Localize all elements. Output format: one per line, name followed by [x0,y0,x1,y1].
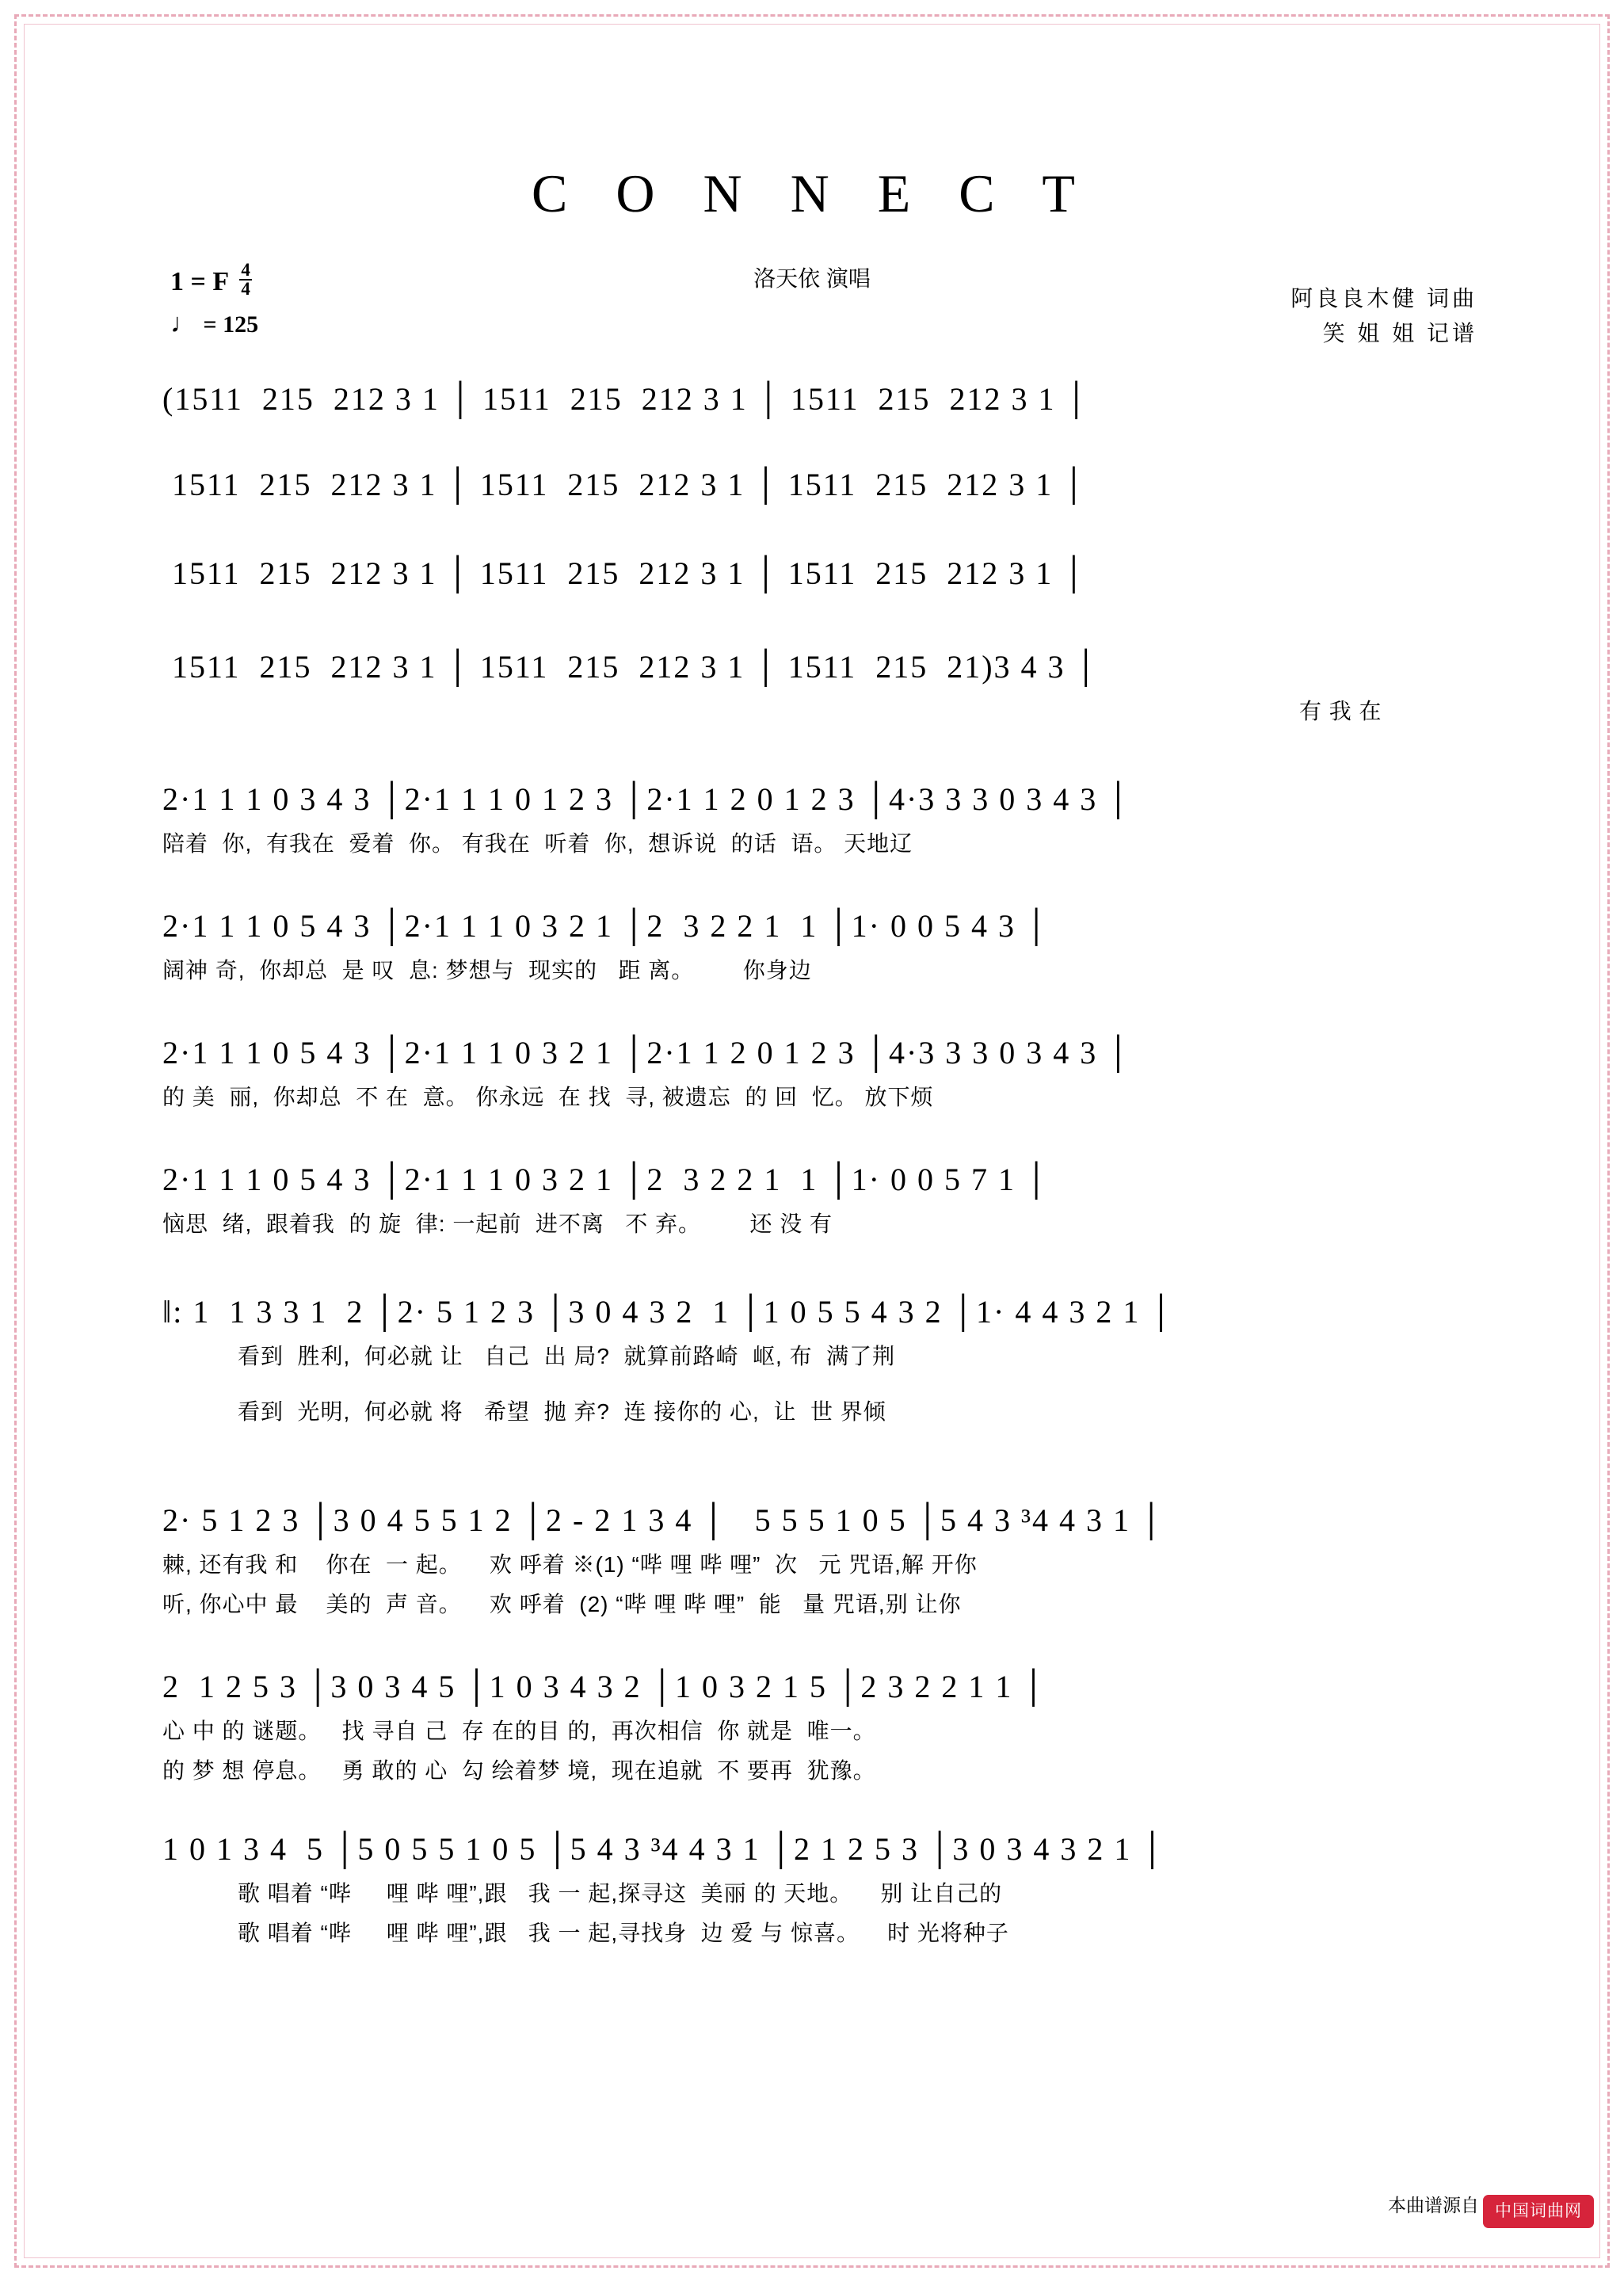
tempo-marking [170,309,258,339]
staff-notes: 1511 215 212 3 1 │ 1511 215 212 3 1 │ 1511 215 21)3 4 3 │ [162,649,1099,685]
lyric-line: 阔神 奇, 你却总 是 叹 息: 梦想与 现实的 距 离。 你身边 [162,958,812,983]
lyric-line: 有 我 在 [1299,699,1382,723]
key-signature [170,261,252,298]
staff-notes: ‖: 1 1 3 3 1 2 │2· 5 1 2 3 │3 0 4 3 2 1 │1 0 5 5 4 3 2 │1· 4 4 3 2 1 │ [162,1294,1174,1330]
lyric-line-verse2: 的 梦 想 停息。 勇 敢的 心 勾 绘着梦 境, 现在追就 不 要再 犹豫。 [162,1758,876,1783]
lyric-line-verse2: 听, 你心中 最 美的 声 音。 欢 呼着 (2) “哔 哩 哔 哩” 能 量 咒语,别 让你 [162,1592,962,1616]
page-title: C O N N E C T [532,163,1092,223]
lyric-line-verse1: 棘, 还有我 和 你在 一 起。 欢 呼着 ※(1) “哔 哩 哔 哩” 次 元 咒语,解 开你 [162,1552,978,1577]
lyric-line: 陪着 你, 有我在 爱着 你。 有我在 听着 你, 想诉说 的话 语。 天地辽 [162,831,913,856]
credits-block [1290,281,1477,351]
staff-notes: 2· 5 1 2 3 │3 0 4 5 5 1 2 │2 - 2 1 3 4 │ 5 5 5 1 0 5 │5 4 3 ³4 4 3 1 │ [162,1502,1165,1538]
credit-transcriber: 笑 姐 姐 记谱 [1322,321,1477,345]
lyric-line-verse1: 心 中 的 谜题。 找 寻自 己 存 在的目 的, 再次相信 你 就是 唯一。 [162,1719,876,1743]
staff-notes: 1511 215 212 3 1 │ 1511 215 212 3 1 │ 1511 215 212 3 1 │ [162,555,1087,591]
lyric-line: 的 美 丽, 你却总 不 在 意。 你永远 在 找 寻, 被遗忘 的 回 忆。 放下烦 [162,1085,934,1109]
staff-notes: 1 0 1 3 4 5 │5 0 5 5 1 0 5 │5 4 3 ³4 4 3 1 │2 1 2 5 3 │3 0 3 4 3 2 1 │ [162,1831,1165,1867]
quarter-note-icon: ♩ [170,309,197,338]
tempo-value: = 125 [203,311,259,338]
site-logo[interactable]: 中国词曲网 [1483,2195,1594,2228]
staff-notes: (1511 215 212 3 1 │ 1511 215 212 3 1 │ 1511 215 212 3 1 │ [162,381,1089,417]
staff-notes: 2·1 1 1 0 5 4 3 │2·1 1 1 0 3 2 1 │2·1 1 2 0 1 2 3 │4·3 3 3 0 3 4 3 │ [162,1035,1131,1070]
lyric-line-verse2: 歌 唱着 “哔 哩 哔 哩”,跟 我 一 起,寻找身 边 爱 与 惊喜。 时 光将种子 [238,1921,1009,1945]
time-signature [239,261,252,298]
credit-lyricist-composer: 阿良良木健 词曲 [1290,286,1477,311]
staff-notes: 2·1 1 1 0 3 4 3 │2·1 1 1 0 1 2 3 │2·1 1 2 0 1 2 3 │4·3 3 3 0 3 4 3 │ [162,781,1131,817]
source-text: 本曲谱源自 [1388,2195,1479,2215]
lyric-line-verse1: 看到 胜利, 何必就 让 自己 出 局? 就算前路崎 岖, 布 满了荆 [238,1344,896,1368]
singer-credit: 洛天依 演唱 [753,266,871,291]
time-signature-denominator: 4 [241,279,250,299]
staff-notes: 1511 215 212 3 1 │ 1511 215 212 3 1 │ 1511 215 212 3 1 │ [162,467,1087,502]
staff-notes: 2 1 2 5 3 │3 0 3 4 5 │1 0 3 4 3 2 │1 0 3 2 1 5 │2 3 2 2 1 1 │ [162,1669,1046,1704]
staff-notes: 2·1 1 1 0 5 4 3 │2·1 1 1 0 3 2 1 │2 3 2 2 1 1 │1· 0 0 5 7 1 │ [162,1162,1050,1197]
lyric-line: 恼思 绪, 跟着我 的 旋 律: 一起前 进不离 不 弃。 还 没 有 [162,1212,833,1236]
lyric-line-verse1: 歌 唱着 “哔 哩 哔 哩”,跟 我 一 起,探寻这 美丽 的 天地。 别 让自己的 [238,1881,1003,1906]
staff-notes: 2·1 1 1 0 5 4 3 │2·1 1 1 0 3 2 1 │2 3 2 2 1 1 │1· 0 0 5 4 3 │ [162,908,1050,944]
lyric-line-verse2: 看到 光明, 何必就 将 希望 抛 弃? 连 接你的 心, 让 世 界倾 [238,1399,886,1424]
key-signature-text: 1 = F [170,267,228,296]
time-signature-numerator: 4 [241,260,250,280]
